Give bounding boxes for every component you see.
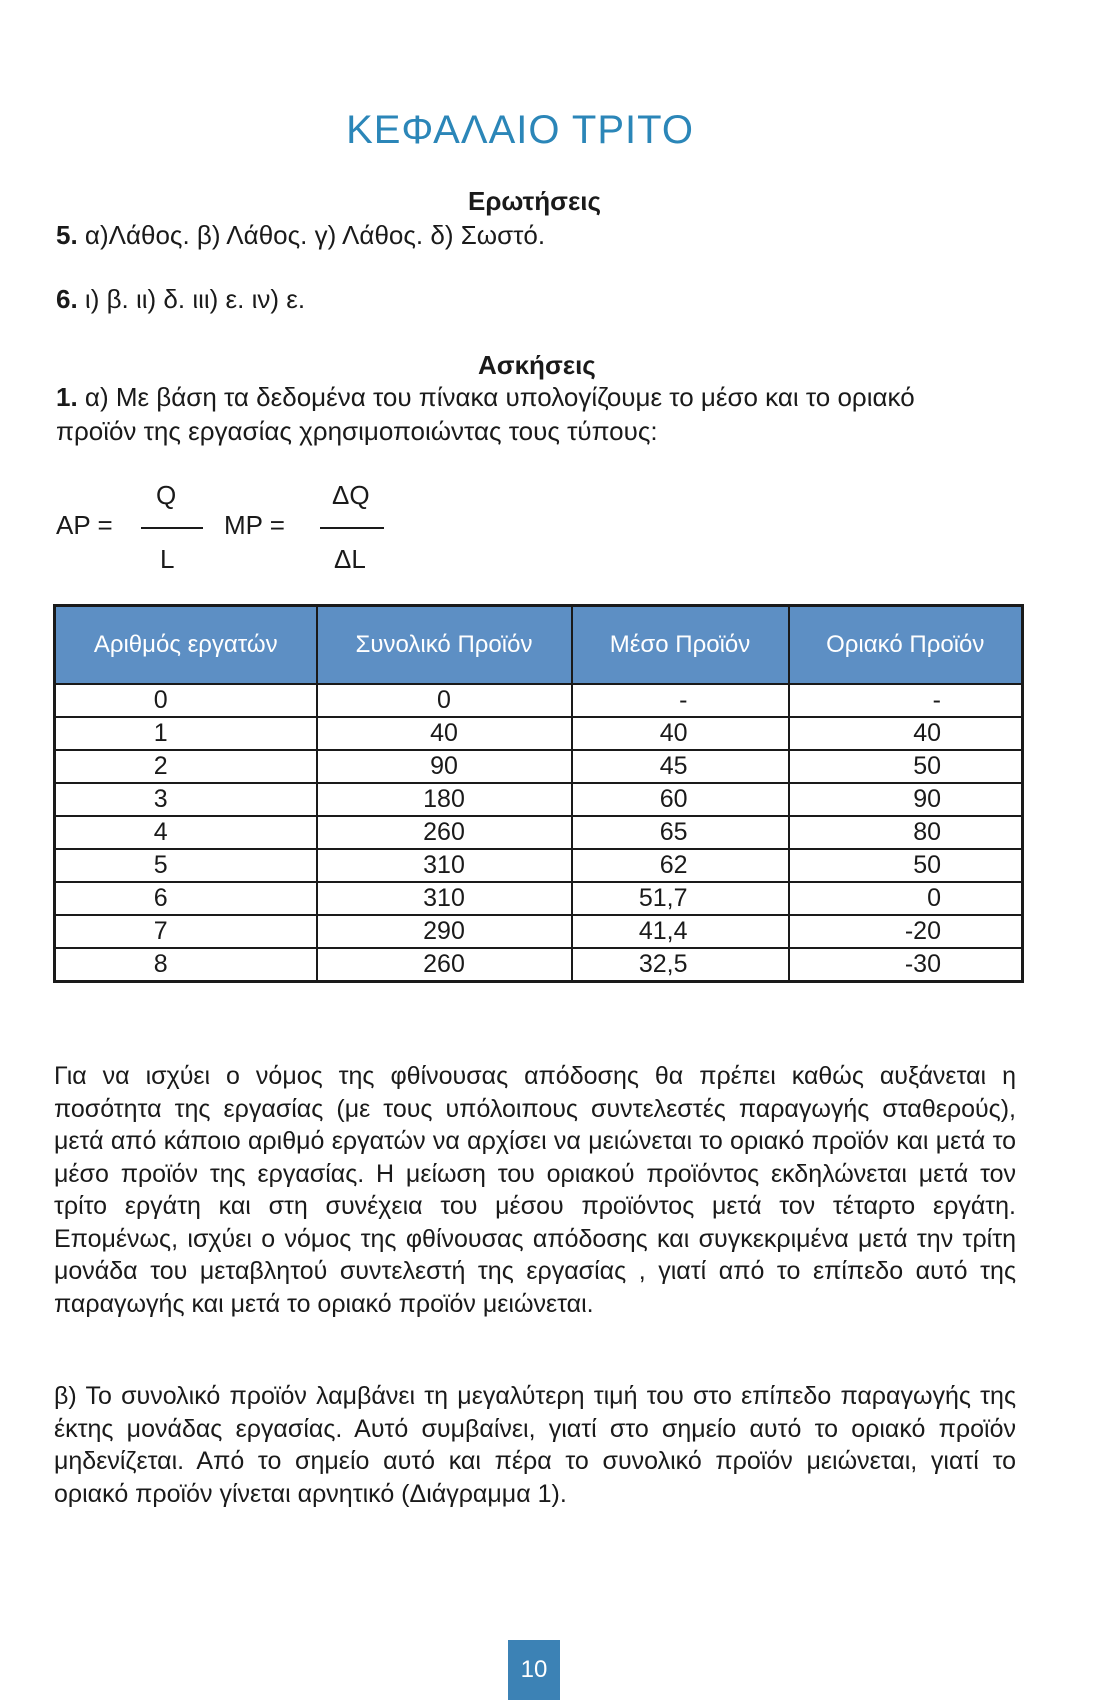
cell-total-product: 90 xyxy=(317,750,572,783)
cell-total-product: 0 xyxy=(317,684,572,717)
ap-fraction-line xyxy=(141,527,203,529)
header-workers: Αριθμός εργατών xyxy=(55,606,317,685)
cell-workers: 5 xyxy=(55,849,317,882)
question-5 xyxy=(56,220,545,251)
page-number: 10 xyxy=(508,1640,560,1700)
table-header-row xyxy=(55,606,1023,685)
cell-marginal-product: 40 xyxy=(789,717,1023,750)
cell-average-product: 45 xyxy=(572,750,789,783)
table-row xyxy=(55,915,1023,948)
cell-workers: 4 xyxy=(55,816,317,849)
cell-marginal-product: 50 xyxy=(789,849,1023,882)
cell-marginal-product: -30 xyxy=(789,948,1023,982)
table-row xyxy=(55,948,1023,982)
ap-numerator: Q xyxy=(156,480,177,510)
cell-marginal-product: 0 xyxy=(789,882,1023,915)
cell-workers: 3 xyxy=(55,783,317,816)
question-5-answers: α)Λάθος. β) Λάθος. γ) Λάθος. δ) Σωστό. xyxy=(84,220,546,250)
chapter-title: ΚΕΦΑΛΑΙΟ ΤΡΙΤΟ xyxy=(346,108,694,152)
question-6-answers: ι) β. ιι) δ. ιιι) ε. ιν) ε. xyxy=(84,284,306,314)
cell-workers: 2 xyxy=(55,750,317,783)
ap-label: AP = xyxy=(56,510,113,540)
cell-total-product: 260 xyxy=(317,816,572,849)
cell-total-product: 180 xyxy=(317,783,572,816)
total-product-paragraph: β) Το συνολικό προϊόν λαμβάνει τη μεγαλύτερη τιμή του στο επίπεδο παραγωγής της έκτης μονάδας εργασίας. Αυτό συμβαίνει, γιατί στο σημείο αυτό το οριακό προϊόν μηδενίζεται. Από το σημείο αυτό και πέρα το συνολικό προϊόν μειώνεται, γιατί το οριακό προϊόν γίνεται αρνητικό (Διάγραμμα 1). xyxy=(54,1382,1016,1508)
cell-workers: 8 xyxy=(55,948,317,982)
table-row xyxy=(55,882,1023,915)
table-row xyxy=(55,816,1023,849)
cell-total-product: 40 xyxy=(317,717,572,750)
formulas xyxy=(56,472,416,582)
cell-average-product: - xyxy=(572,684,789,717)
table-row xyxy=(55,717,1023,750)
cell-workers: 1 xyxy=(55,717,317,750)
exercises-heading: Ασκήσεις xyxy=(478,350,596,380)
law-of-diminishing-returns-paragraph: Για να ισχύει ο νόμος της φθίνουσας απόδοσης θα πρέπει καθώς αυξάνεται η ποσότητα της εργασίας (με τους υπόλοιπους συντελεστές παραγωγής σταθερούς), μετά από κάποιο αριθμό εργατών να αρχίσει να μειώνεται το οριακό προϊόν και μετά το μέσο προϊόν της εργασίας. Η μείωση του οριακού προϊόντος εκδηλώνεται μετά τον τρίτο εργάτη και στη συνέχεια του μέσου προϊόντος μετά τον τέταρτο εργάτη. Επομένως, ισχύει ο νόμος της φθίνουσας απόδοσης και συγκεκριμένα μετά την τρίτη μονάδα του μεταβλητού συντελεστή της εργασίας , γιατί από το επίπεδο αυτό της παραγωγής και μετά το οριακό προϊόν μειώνεται. xyxy=(54,1062,1016,1318)
production-table xyxy=(53,604,1024,983)
cell-total-product: 310 xyxy=(317,849,572,882)
cell-average-product: 62 xyxy=(572,849,789,882)
cell-average-product: 51,7 xyxy=(572,882,789,915)
cell-marginal-product: 50 xyxy=(789,750,1023,783)
cell-marginal-product: 80 xyxy=(789,816,1023,849)
mp-numerator: ΔQ xyxy=(332,480,370,510)
cell-total-product: 260 xyxy=(317,948,572,982)
cell-average-product: 32,5 xyxy=(572,948,789,982)
cell-marginal-product: - xyxy=(789,684,1023,717)
mp-fraction-line xyxy=(320,527,384,529)
cell-workers: 0 xyxy=(55,684,317,717)
cell-average-product: 40 xyxy=(572,717,789,750)
mp-denominator: ΔL xyxy=(334,544,366,574)
question-5-number: 5. xyxy=(56,220,78,250)
questions-heading: Ερωτήσεις xyxy=(468,186,602,216)
mp-label: MP = xyxy=(224,510,285,540)
exercise-1-line-2: προϊόν της εργασίας χρησιμοποιώντας τους τύπους: xyxy=(56,416,658,446)
cell-workers: 7 xyxy=(55,915,317,948)
cell-marginal-product: 90 xyxy=(789,783,1023,816)
table-row xyxy=(55,849,1023,882)
header-marginal-product: Οριακό Προϊόν xyxy=(789,606,1023,685)
cell-average-product: 65 xyxy=(572,816,789,849)
table-row xyxy=(55,783,1023,816)
exercise-1-line-1 xyxy=(56,382,915,413)
cell-total-product: 290 xyxy=(317,915,572,948)
cell-marginal-product: -20 xyxy=(789,915,1023,948)
cell-average-product: 41,4 xyxy=(572,915,789,948)
table-row xyxy=(55,750,1023,783)
exercise-1-intro-text: α) Με βάση τα δεδομένα του πίνακα υπολογίζουμε το μέσο και το οριακό xyxy=(84,382,915,412)
ap-denominator: L xyxy=(160,544,175,574)
question-6-number: 6. xyxy=(56,284,78,314)
header-total-product: Συνολικό Προϊόν xyxy=(317,606,572,685)
cell-workers: 6 xyxy=(55,882,317,915)
exercise-1-number: 1. xyxy=(56,382,78,412)
cell-average-product: 60 xyxy=(572,783,789,816)
cell-total-product: 310 xyxy=(317,882,572,915)
table-row xyxy=(55,684,1023,717)
header-average-product: Μέσο Προϊόν xyxy=(572,606,789,685)
question-6 xyxy=(56,284,305,315)
